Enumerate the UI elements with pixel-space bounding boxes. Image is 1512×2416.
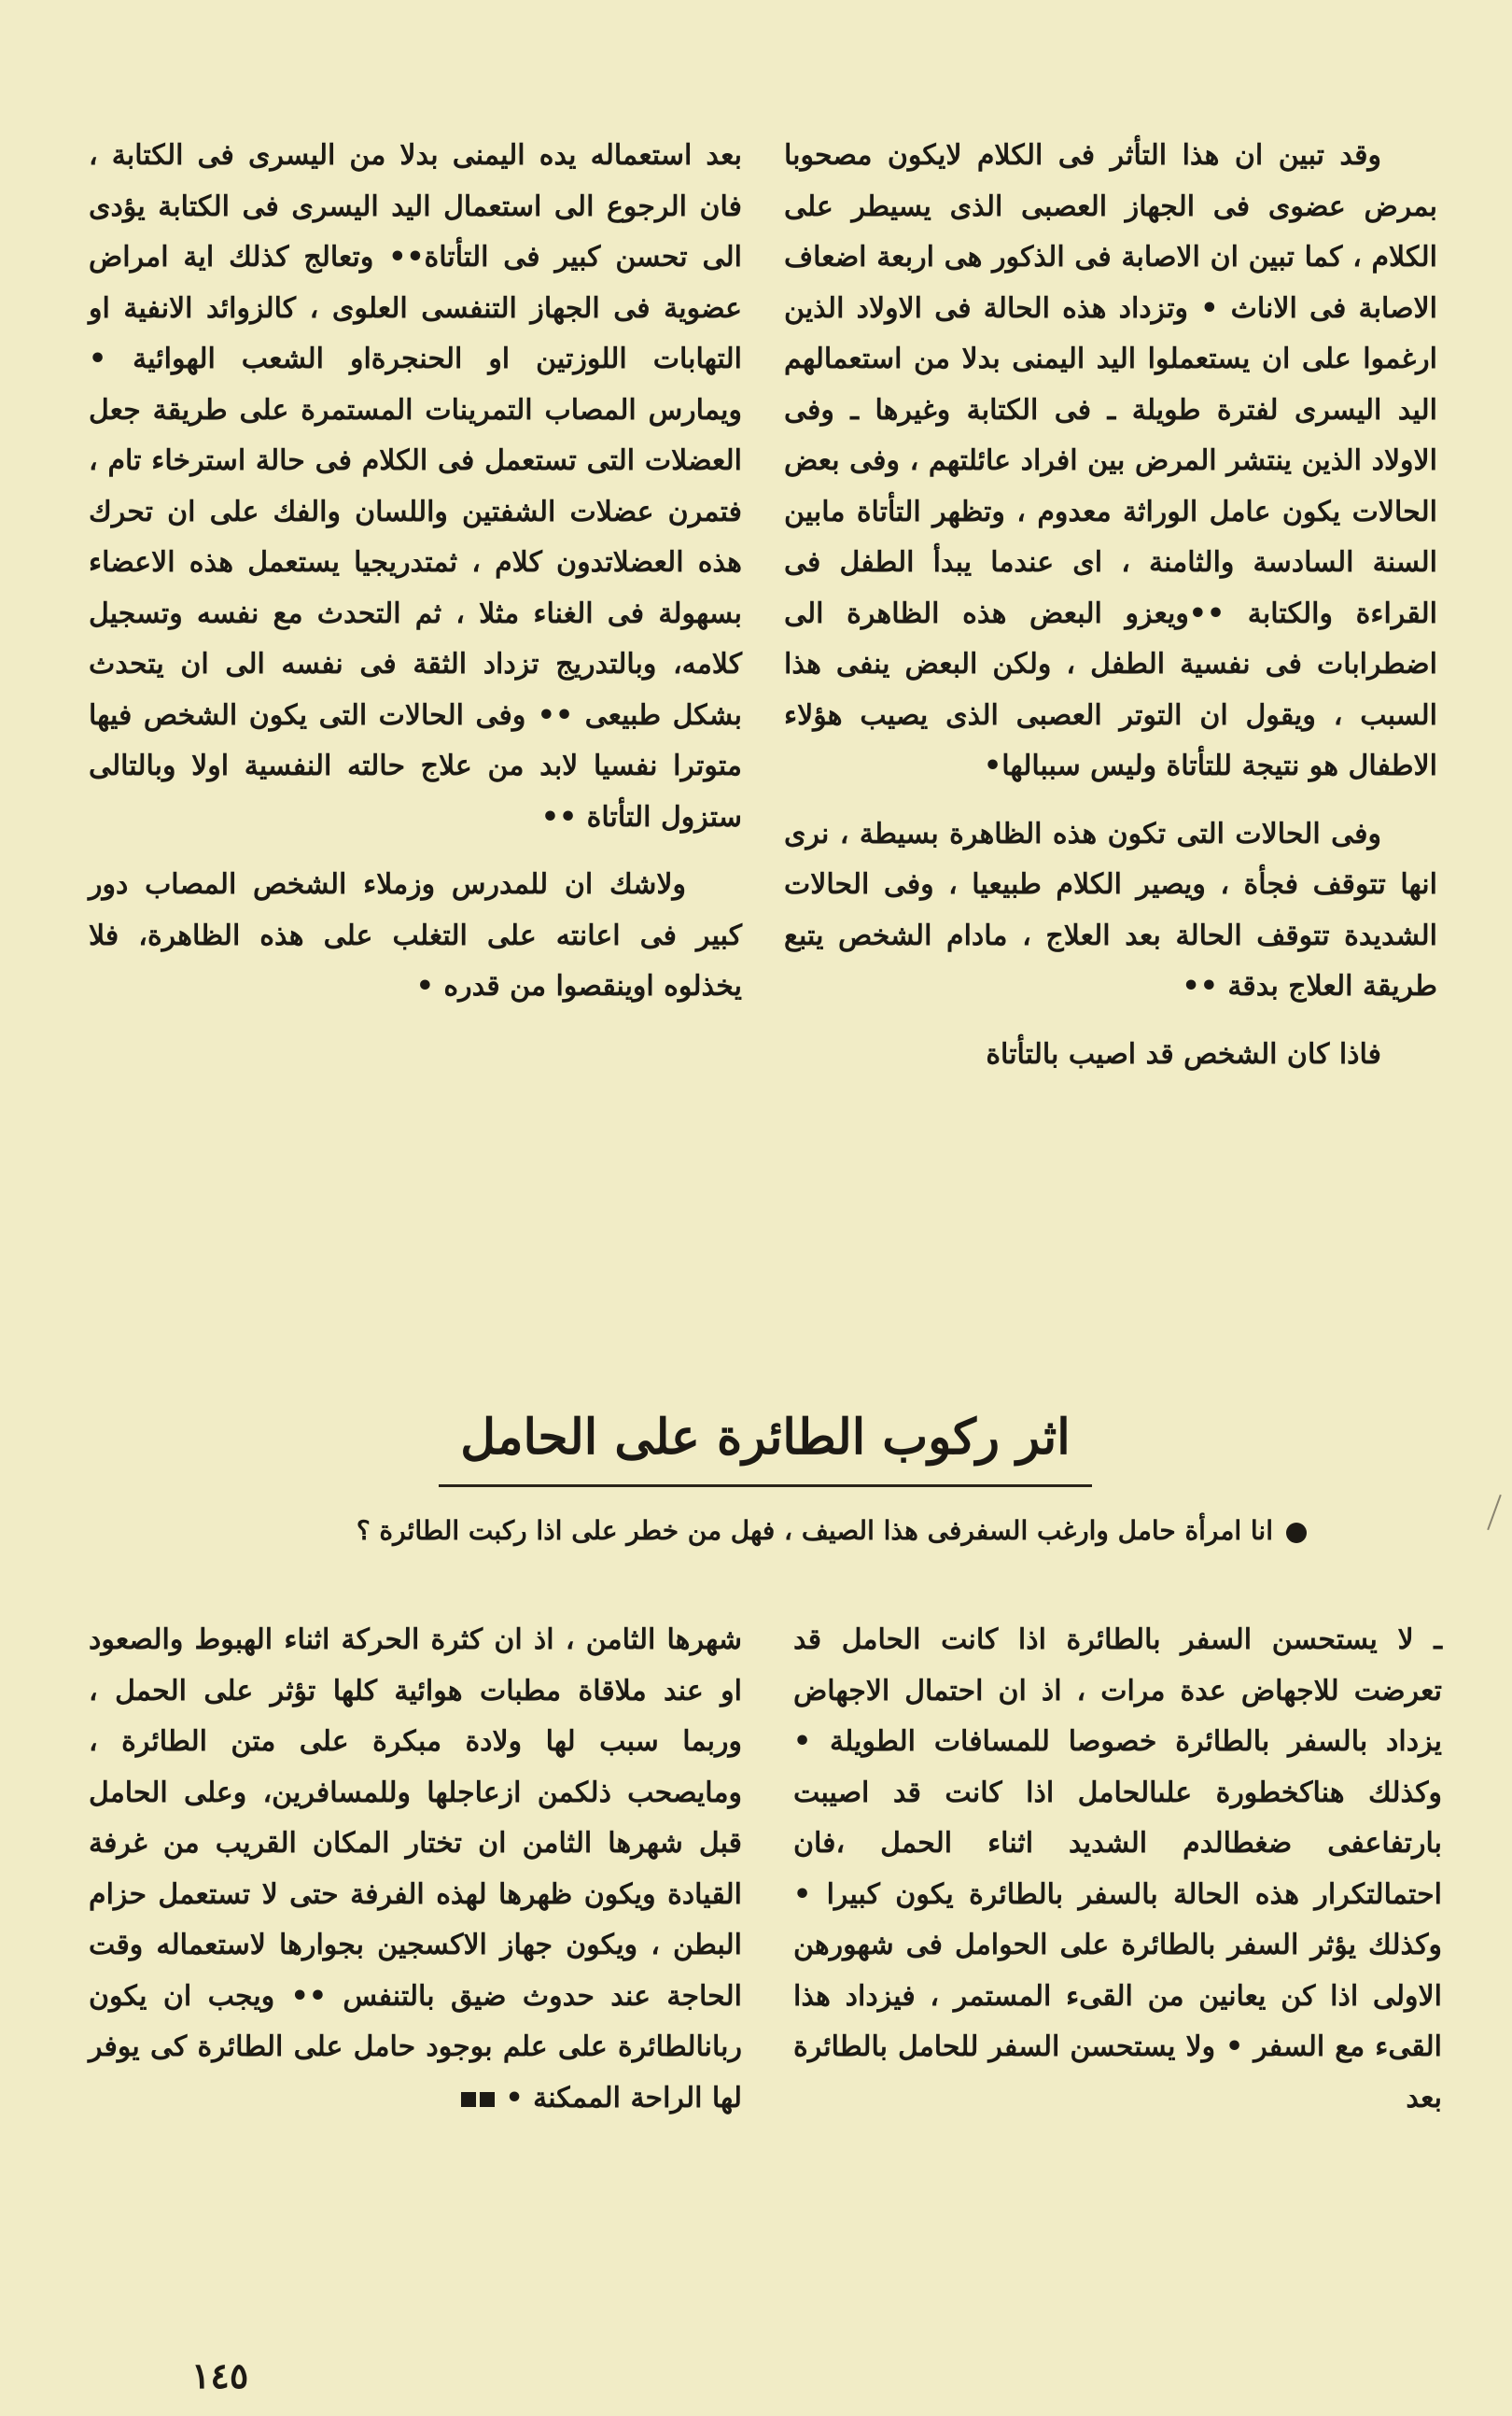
paragraph: فاذا كان الشخص قد اصيب بالتأتاة — [986, 1037, 1381, 1071]
reader-question — [233, 1508, 1307, 1554]
paragraph: وقد تبين ان هذا التأثر فى الكلام لايكون مصحوبا بمرض عضوى فى الجهاز العصبى الذى يسيطر على الكلام ، كما تبين ان الاصابة فى الذكور هى اربعة اضعاف الاصابة فى الاناث • وتزداد هذه الحالة فى الاولاد الذين ارغموا على ان يستعملوا اليد اليمنى بدلا من استعمالهم اليد اليسرى لفترة طويلة ـ فى الكتابة وغيرها ـ وفى الاولاد الذين ينتشر المرض بين افراد عائلتهم ، وفى بعض الحالات يكون عامل الوراثة معدوم ، وتظهر التأتاة مابين السنة السادسة والثامنة ، اى عندما يبدأ الطفل فى القراءة والكتابة ••ويعزو البعض هذه الظاهرة الى اضطرابات فى نفسية الطفل ، ولكن البعض ينفى هذا السبب ، ويقول ان التوتر العصبى الذى يصيب هؤلاء الاطفال هو نتيجة للتأتاة وليس سببالها• — [784, 139, 1437, 782]
question-text: انا امرأة حامل وارغب السفرفى هذا الصيف ، فهل من خطر على اذا ركبت الطائرة ؟ — [356, 1515, 1273, 1546]
article-title-block — [439, 1400, 1092, 1475]
paragraph — [89, 1615, 742, 2125]
answer-right-column — [793, 1615, 1442, 2124]
title-underline — [439, 1484, 1092, 1487]
bullet-icon — [1286, 1523, 1307, 1543]
answer-left-column — [89, 1615, 742, 2125]
paragraph: بعد استعماله يده اليمنى بدلا من اليسرى فى الكتابة ، فان الرجوع الى استعمال اليد اليسرى فى الكتابة يؤدى الى تحسن كبير فى التأتاة•• وتعالج كذلك اية امراض عضوية فى الجهاز التنفسى العلوى ، كالزوائد الانفية او التهابات اللوزتين او الحنجرةاو الشعب الهوائية • ويمارس المصاب التمرينات المستمرة على طريقة جعل العضلات التى تستعمل فى الكلام فى حالة استرخاء تام ، فتمرن عضلات الشفتين واللسان والفك على ان تحرك هذه العضلاتدون كلام ، ثمتدريجيا يستعمل هذه الاعضاء بسهولة فى الغناء مثلا ، ثم التحدث مع نفسه وتسجيل كلامه، وبالتدريج تزداد الثقة فى نفسه الى ان يتحدث بشكل طبيعى •• وفى الحالات التى يكون الشخص فيها متوترا نفسيا لابد من علاج حالته النفسية اولا وبالتالى ستزول التأتاة •• — [89, 139, 742, 834]
paragraph: ولاشك ان للمدرس وزملاء الشخص المصاب دور كبير فى اعانته على التغلب على هذه الظاهرة، فلا يخذلوه اوينقصوا من قدره • — [89, 868, 742, 1003]
scan-edge-mark — [1487, 1495, 1502, 1530]
article-title: اثر ركوب الطائرة على الحامل — [460, 1409, 1071, 1466]
top-left-column — [89, 131, 742, 1013]
page-number: ١٤٥ — [191, 2354, 249, 2396]
paragraph: ـ لا يستحسن السفر بالطائرة اذا كانت الحامل قد تعرضت للاجهاض عدة مرات ، اذ ان احتمال الاجهاض يزداد بالسفر بالطائرة خصوصا للمسافات الطويلة • وكذلك هناكخطورة علىالحامل اذا كانت قد اصيبت بارتفاعفى ضغطالدم الشديد اثناء الحمل ،فان احتمالتكرار هذه الحالة بالسفر بالطائرة يكون كبيرا • وكذلك يؤثر السفر بالطائرة على الحوامل فى شهورهن الاولى اذا كن يعانين من القىء المستمر ، فيزداد هذا القىء مع السفر • ولا يستحسن السفر للحامل بالطائرة بعد — [793, 1623, 1442, 2114]
paragraph: وفى الحالات التى تكون هذه الظاهرة بسيطة ، نرى انها تتوقف فجأة ، ويصير الكلام طبيعيا ، وفى الحالات الشديدة تتوقف الحالة بعد العلاج ، مادام الشخص يتبع طريقة العلاج بدقة •• — [784, 817, 1437, 1003]
top-right-column — [784, 131, 1437, 1080]
paragraph-text: شهرها الثامن ، اذ ان كثرة الحركة اثناء الهبوط والصعود او عند ملاقاة مطبات هوائية كلها تؤثر على الحمل ، وربما سبب لها ولادة مبكرة على متن الطائرة ، ومايصحب ذلكمن ازعاجلها وللمسافرين، وعلى الحامل قبل شهرها الثامن ان تختار المكان القريب من غرفة القيادة ويكون ظهرها لهذه الفرفة حتى لا تستعمل حزام البطن ، ويكون جهاز الاكسجين بجوارها لاستعماله وقت الحاجة عند حدوث ضيق بالتنفس •• ويجب ان يكون ربانالطائرة على علم بوجود حامل على الطائرة كى يوفر لها الراحة الممكنة • — [89, 1623, 742, 2114]
end-of-article-icon — [457, 2073, 495, 2125]
